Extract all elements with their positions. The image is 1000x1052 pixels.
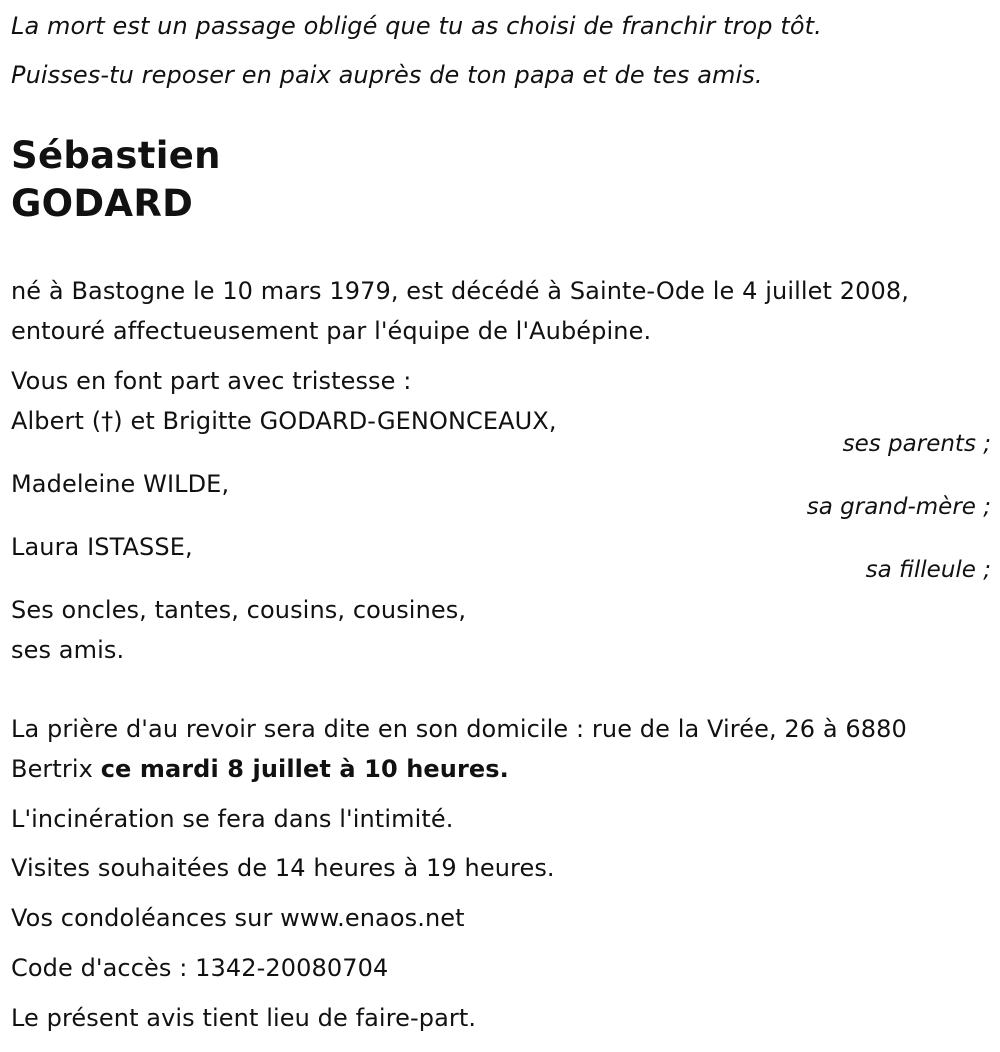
prayer-line-1: La prière d'au revoir sera dite en son domicile : rue de la Virée, 26 à 6880 [11,715,907,743]
visits-line: Visites souhaitées de 14 heures à 19 heures. [11,854,555,882]
cross-icon: † [101,407,114,435]
parents-name-part-1: Albert ( [11,407,102,435]
epitaph-line-2: Puisses-tu reposer en paix auprès de ton papa et de tes amis. [11,61,763,89]
incineration-line: L'incinération se fera dans l'intimité. [11,805,454,833]
friends-line: ses amis. [11,636,125,664]
condolences-line: Vos condoléances sur www.enaos.net [11,904,465,932]
announcement-line-2: entouré affectueusement par l'équipe de l'Aubépine. [11,317,652,345]
goddaughter-name: Laura ISTASSE, [11,533,193,561]
family-intro: Vous en font part avec tristesse : [11,367,412,395]
grandmother-name: Madeleine WILDE, [11,470,230,498]
prayer-location: Bertrix [11,755,101,783]
deceased-first-name: Sébastien [11,134,221,177]
prayer-date-time: ce mardi 8 juillet à 10 heures. [100,755,509,783]
parents-name-part-2: ) et Brigitte GODARD-GENONCEAUX, [113,407,557,435]
prayer-line-2 [11,754,509,784]
notice-line: Le présent avis tient lieu de faire-part. [11,1004,477,1032]
deceased-last-name: GODARD [11,182,194,225]
parents-line [11,406,557,436]
announcement-line-1: né à Bastogne le 10 mars 1979, est décédé à Sainte-Ode le 4 juillet 2008, [11,277,909,305]
epitaph-line-1: La mort est un passage obligé que tu as choisi de franchir trop tôt. [11,12,822,40]
obituary-notice [11,0,991,1052]
relatives-line: Ses oncles, tantes, cousins, cousines, [11,596,467,624]
grandmother-role: sa grand-mère ; [806,494,991,520]
parents-role: ses parents ; [842,431,991,457]
goddaughter-role: sa filleule ; [865,557,991,583]
access-code-line: Code d'accès : 1342-20080704 [11,954,389,982]
